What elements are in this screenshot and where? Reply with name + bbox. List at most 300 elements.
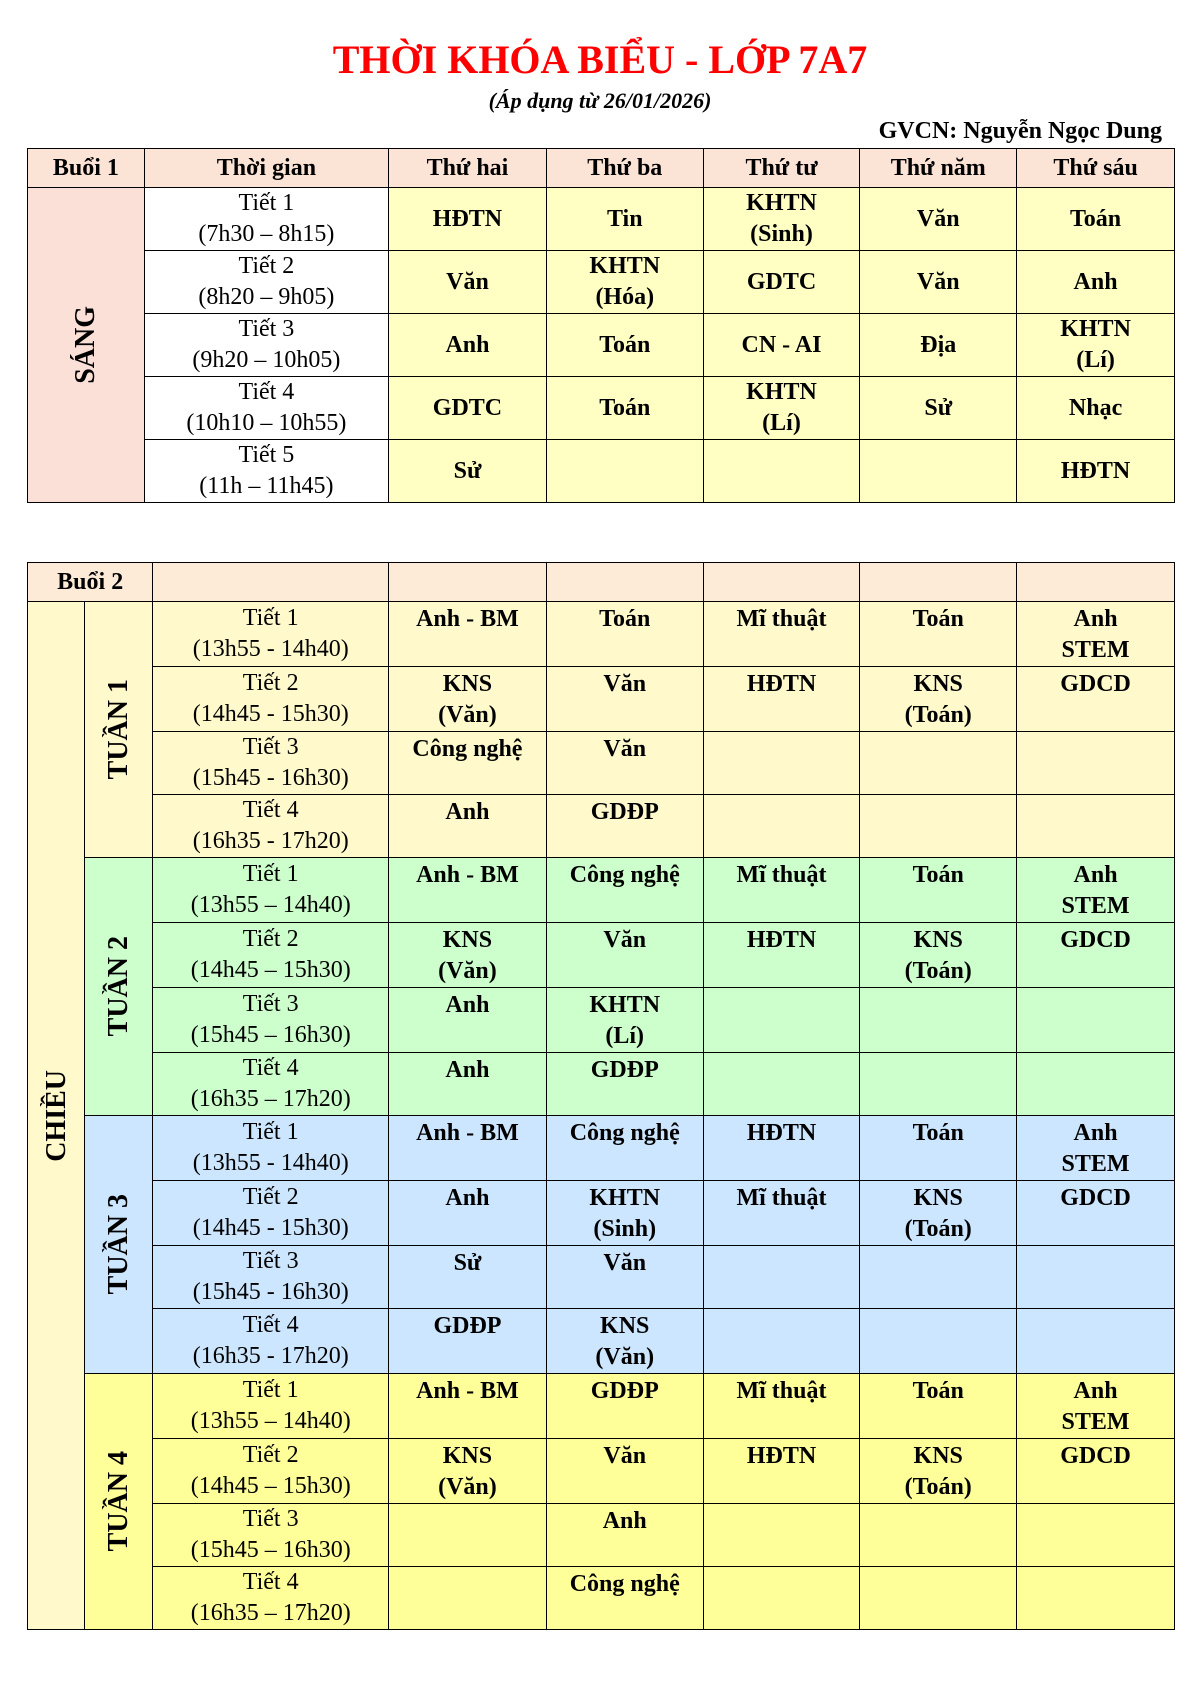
page-title: THỜI KHÓA BIỂU - LỚP 7A7 xyxy=(332,37,868,82)
period-time: (8h20 – 9h05) xyxy=(198,284,335,310)
empty-header-cell xyxy=(153,563,389,602)
empty-header-cell xyxy=(1017,563,1175,602)
session-header: Buổi 2 xyxy=(28,563,153,602)
subject-line: KHTN xyxy=(1060,316,1131,342)
subject-line: Tin xyxy=(606,205,643,232)
subject-line: HĐTN xyxy=(746,1443,817,1469)
subject-line: KHTN xyxy=(589,1185,661,1211)
session-label-chieu: CHIỀU xyxy=(40,1069,72,1162)
afternoon-header-row xyxy=(28,563,1175,602)
period-cell xyxy=(153,602,389,667)
period-label: Tiết 2 xyxy=(238,253,295,279)
table-row xyxy=(28,1181,1175,1246)
subject-cell xyxy=(703,1053,860,1116)
subject-line: Sử xyxy=(453,1250,482,1276)
subject-cell xyxy=(389,667,547,732)
subject-cell xyxy=(860,988,1017,1053)
period-cell xyxy=(153,1439,389,1504)
table-row xyxy=(28,1504,1175,1567)
week-label: TUẦN 4 xyxy=(103,1451,135,1552)
table-row xyxy=(28,732,1175,795)
subject-line: GDĐP xyxy=(590,1057,659,1083)
period-time: (16h35 – 17h20) xyxy=(190,1600,351,1626)
subject-cell xyxy=(389,732,547,795)
subject-line: GDĐP xyxy=(433,1313,502,1339)
period-label: Tiết 2 xyxy=(242,670,299,696)
subject-line: Văn xyxy=(603,927,647,953)
subject-line: (Hóa) xyxy=(595,284,655,310)
subject-cell xyxy=(546,1309,703,1374)
subject-cell xyxy=(860,1567,1017,1630)
subject-cell xyxy=(1017,1309,1175,1374)
subject-cell xyxy=(703,858,860,923)
subject-cell xyxy=(860,923,1017,988)
subject-line: Công nghệ xyxy=(412,736,523,762)
week-label-wrap xyxy=(85,1194,152,1294)
period-cell xyxy=(144,251,388,314)
subject-line: HĐTN xyxy=(746,927,817,953)
subject-cell xyxy=(1017,1053,1175,1116)
empty-header-cell xyxy=(860,563,1017,602)
subject-line: KNS xyxy=(913,1443,963,1469)
subject-cell xyxy=(546,1053,703,1116)
subject-cell xyxy=(389,988,547,1053)
table-row xyxy=(28,1053,1175,1116)
period-label: Tiết 2 xyxy=(242,926,299,952)
subject-cell xyxy=(860,440,1017,503)
subject-line: (Lí) xyxy=(762,410,801,436)
subject-line: GDCD xyxy=(1060,1443,1131,1469)
subject-line: (Lí) xyxy=(1076,347,1115,373)
subject-line: GDCD xyxy=(1060,927,1131,953)
subject-cell xyxy=(546,988,703,1053)
subject-cell xyxy=(703,377,860,440)
table-row xyxy=(28,602,1175,667)
subject-line: GDTC xyxy=(746,268,817,295)
period-label: Tiết 4 xyxy=(242,1312,299,1338)
period-cell xyxy=(144,188,388,251)
subject-line: HĐTN xyxy=(746,1120,817,1146)
table-row xyxy=(28,1116,1175,1181)
subject-cell xyxy=(1017,188,1175,251)
day-header: Thứ năm xyxy=(860,149,1017,188)
period-label: Tiết 1 xyxy=(242,605,299,631)
subject-cell xyxy=(389,1309,547,1374)
subject-line: Nhạc xyxy=(1068,394,1123,421)
subject-cell xyxy=(1017,602,1175,667)
period-time: (14h45 - 15h30) xyxy=(192,1215,349,1241)
page-subtitle: (Áp dụng từ 26/01/2026) xyxy=(488,88,712,113)
period-time: (13h55 – 14h40) xyxy=(190,1408,351,1434)
period-cell xyxy=(144,314,388,377)
subject-cell xyxy=(860,1246,1017,1309)
subject-line: Anh xyxy=(602,1508,647,1534)
period-label: Tiết 2 xyxy=(242,1442,299,1468)
subject-cell xyxy=(1017,732,1175,795)
period-time: (10h10 – 10h55) xyxy=(186,410,347,436)
day-header: Thứ ba xyxy=(546,149,703,188)
week-label: TUẦN 2 xyxy=(103,936,135,1037)
subject-cell xyxy=(546,923,703,988)
subject-line: Sử xyxy=(924,394,953,421)
subject-cell xyxy=(1017,795,1175,858)
period-cell xyxy=(153,1504,389,1567)
subject-cell xyxy=(1017,440,1175,503)
subject-cell xyxy=(389,188,547,251)
session-cell-chieu xyxy=(28,602,85,1630)
subject-cell xyxy=(1017,1374,1175,1439)
period-time: (9h20 – 10h05) xyxy=(192,347,341,373)
subject-line: KNS xyxy=(442,1443,493,1469)
period-time: (7h30 – 8h15) xyxy=(198,221,335,247)
subject-line: Anh xyxy=(445,1057,490,1083)
subject-line: KHTN xyxy=(746,190,817,216)
subject-line: Toán xyxy=(599,331,651,358)
week-label: TUẦN 3 xyxy=(103,1194,135,1295)
table-row xyxy=(28,795,1175,858)
subject-line: Anh - BM xyxy=(416,1378,519,1404)
subject-line: Sử xyxy=(453,457,482,484)
subject-cell xyxy=(703,1504,860,1567)
subject-cell xyxy=(1017,1567,1175,1630)
subject-cell xyxy=(1017,667,1175,732)
subject-cell xyxy=(860,667,1017,732)
day-header: Thứ sáu xyxy=(1017,149,1175,188)
table-row xyxy=(28,988,1175,1053)
subject-cell xyxy=(546,188,703,251)
subject-cell xyxy=(703,795,860,858)
subject-line: Anh xyxy=(445,1185,490,1211)
period-cell xyxy=(153,1053,389,1116)
week-cell xyxy=(85,1116,153,1374)
table-row xyxy=(28,1309,1175,1374)
subject-cell xyxy=(703,188,860,251)
period-cell xyxy=(153,1246,389,1309)
subject-line: KHTN xyxy=(589,253,661,279)
table-row xyxy=(28,1439,1175,1504)
subject-line: KNS xyxy=(913,927,963,953)
period-cell xyxy=(153,1567,389,1630)
table-row xyxy=(28,1374,1175,1439)
subject-cell xyxy=(860,732,1017,795)
subject-cell xyxy=(860,795,1017,858)
period-time: (13h55 - 14h40) xyxy=(192,1150,349,1176)
week-cell xyxy=(85,858,153,1116)
subject-line: HĐTN xyxy=(1060,457,1131,484)
subject-cell xyxy=(703,314,860,377)
subject-cell xyxy=(546,314,703,377)
subject-line: (Toán) xyxy=(904,702,972,728)
period-cell xyxy=(153,667,389,732)
period-cell xyxy=(153,1181,389,1246)
period-label: Tiết 3 xyxy=(242,734,299,760)
morning-timetable xyxy=(27,148,1175,503)
period-time: (15h45 - 16h30) xyxy=(192,1279,349,1305)
subject-line: Anh xyxy=(1073,268,1118,295)
subject-line: GDCD xyxy=(1060,671,1131,697)
subject-cell xyxy=(703,251,860,314)
period-cell xyxy=(153,988,389,1053)
subject-cell xyxy=(703,1567,860,1630)
week-label-wrap xyxy=(85,679,152,779)
subject-line: Mĩ thuật xyxy=(736,1185,827,1211)
subject-cell xyxy=(703,1439,860,1504)
day-header: Thứ hai xyxy=(389,149,547,188)
subject-cell xyxy=(860,377,1017,440)
subject-line: KNS xyxy=(600,1313,650,1339)
table-row xyxy=(28,923,1175,988)
period-cell xyxy=(153,1309,389,1374)
period-label: Tiết 3 xyxy=(242,991,299,1017)
period-time: (15h45 - 16h30) xyxy=(192,765,349,791)
week-label: TUẦN 1 xyxy=(103,679,135,780)
subject-cell xyxy=(703,1181,860,1246)
period-time: (13h55 - 14h40) xyxy=(192,636,349,662)
period-cell xyxy=(144,377,388,440)
period-cell xyxy=(153,1374,389,1439)
subject-line: Anh xyxy=(1073,606,1118,632)
subject-cell xyxy=(389,923,547,988)
subject-cell xyxy=(546,1246,703,1309)
empty-header-cell xyxy=(703,563,860,602)
subject-line: Công nghệ xyxy=(569,1120,680,1146)
subject-cell xyxy=(546,602,703,667)
subject-line: GDĐP xyxy=(590,799,659,825)
subject-line: Anh xyxy=(1073,862,1118,888)
subject-cell xyxy=(860,1181,1017,1246)
subject-line: GDĐP xyxy=(590,1378,659,1404)
table-row xyxy=(28,858,1175,923)
subject-cell xyxy=(546,1374,703,1439)
subject-line: Văn xyxy=(603,736,647,762)
subject-cell xyxy=(546,667,703,732)
subject-cell xyxy=(1017,1246,1175,1309)
subject-cell xyxy=(860,314,1017,377)
subject-cell xyxy=(389,377,547,440)
subject-cell xyxy=(546,1116,703,1181)
subject-line: Anh xyxy=(445,799,490,825)
period-time: (15h45 – 16h30) xyxy=(190,1537,351,1563)
subject-cell xyxy=(860,1053,1017,1116)
table-row xyxy=(28,314,1175,377)
table-row xyxy=(28,1246,1175,1309)
subject-cell xyxy=(703,440,860,503)
period-label: Tiết 2 xyxy=(242,1184,299,1210)
period-time: (14h45 - 15h30) xyxy=(192,701,349,727)
subject-cell xyxy=(389,1439,547,1504)
period-label: Tiết 5 xyxy=(238,442,295,468)
period-label: Tiết 3 xyxy=(242,1506,299,1532)
subject-line: Anh xyxy=(1073,1378,1118,1404)
subject-line: Anh xyxy=(445,992,490,1018)
subject-line: GDTC xyxy=(432,394,503,421)
subject-cell xyxy=(546,858,703,923)
subject-cell xyxy=(389,314,547,377)
subject-line: (Văn) xyxy=(438,702,497,728)
subject-line: Toán xyxy=(1069,205,1122,232)
subject-cell xyxy=(389,251,547,314)
subject-line: HĐTN xyxy=(746,671,817,697)
subject-line: Văn xyxy=(916,205,960,232)
time-header: Thời gian xyxy=(144,149,388,188)
subject-line: Toán xyxy=(912,1120,964,1146)
period-label: Tiết 4 xyxy=(242,1055,299,1081)
subject-line: KNS xyxy=(913,1185,963,1211)
session-cell-sang xyxy=(28,188,145,503)
subject-cell xyxy=(546,1567,703,1630)
subject-line: (Toán) xyxy=(904,1474,972,1500)
subject-cell xyxy=(1017,1181,1175,1246)
subject-cell xyxy=(860,1504,1017,1567)
subject-cell xyxy=(546,732,703,795)
subject-cell xyxy=(860,251,1017,314)
period-label: Tiết 4 xyxy=(238,379,295,405)
period-time: (14h45 – 15h30) xyxy=(190,957,351,983)
subject-line: (Toán) xyxy=(904,1216,972,1242)
subject-cell xyxy=(860,1116,1017,1181)
subject-cell xyxy=(1017,988,1175,1053)
subject-line: Anh - BM xyxy=(416,1120,519,1146)
subject-line: KHTN xyxy=(589,992,661,1018)
subject-line: STEM xyxy=(1061,637,1130,663)
subject-line: Công nghệ xyxy=(569,862,680,888)
subject-cell xyxy=(1017,858,1175,923)
subject-cell xyxy=(389,795,547,858)
subject-cell xyxy=(703,667,860,732)
day-header: Thứ tư xyxy=(703,149,860,188)
period-time: (14h45 – 15h30) xyxy=(190,1473,351,1499)
period-label: Tiết 1 xyxy=(238,190,295,216)
subject-line: STEM xyxy=(1061,893,1130,919)
subject-line: Công nghệ xyxy=(569,1571,680,1597)
week-label-wrap xyxy=(85,936,152,1036)
subject-line: (Toán) xyxy=(904,958,972,984)
morning-header-row xyxy=(28,149,1175,188)
subject-line: KNS xyxy=(442,671,493,697)
period-label: Tiết 1 xyxy=(242,1119,299,1145)
subject-line: (Văn) xyxy=(438,1474,497,1500)
subject-line: Anh xyxy=(1073,1120,1118,1146)
subject-cell xyxy=(860,602,1017,667)
period-label: Tiết 4 xyxy=(242,1569,299,1595)
subject-cell xyxy=(546,1439,703,1504)
subject-cell xyxy=(1017,1439,1175,1504)
subject-line: KNS xyxy=(913,671,963,697)
subject-cell xyxy=(546,251,703,314)
subject-line: Địa xyxy=(920,331,957,358)
subject-line: Toán xyxy=(599,606,651,632)
subject-line: Anh - BM xyxy=(416,862,519,888)
subject-line: STEM xyxy=(1061,1151,1130,1177)
period-label: Tiết 4 xyxy=(242,797,299,823)
period-cell xyxy=(144,440,388,503)
subject-cell xyxy=(1017,377,1175,440)
subject-cell xyxy=(703,732,860,795)
subject-cell xyxy=(1017,923,1175,988)
subject-line: Anh xyxy=(445,331,490,358)
subject-cell xyxy=(1017,251,1175,314)
period-cell xyxy=(153,923,389,988)
period-cell xyxy=(153,858,389,923)
subject-line: Văn xyxy=(446,268,489,295)
table-row xyxy=(28,1567,1175,1630)
subject-line: KHTN xyxy=(746,379,817,405)
subject-line: (Văn) xyxy=(438,958,497,984)
subject-cell xyxy=(389,1053,547,1116)
period-label: Tiết 1 xyxy=(242,1377,299,1403)
subject-line: Văn xyxy=(916,268,960,295)
subject-line: Mĩ thuật xyxy=(736,1378,827,1404)
subject-line: (Lí) xyxy=(605,1023,645,1049)
period-label: Tiết 3 xyxy=(242,1248,299,1274)
subject-cell xyxy=(860,858,1017,923)
period-time: (11h – 11h45) xyxy=(199,473,334,499)
subject-cell xyxy=(389,440,547,503)
table-row xyxy=(28,667,1175,732)
subject-cell xyxy=(546,1181,703,1246)
subject-line: Mĩ thuật xyxy=(736,862,827,888)
subject-line: CN - AI xyxy=(741,331,822,358)
subject-cell xyxy=(546,1504,703,1567)
subject-cell xyxy=(389,1181,547,1246)
session-label-sang: SÁNG xyxy=(70,306,102,384)
subject-cell xyxy=(703,1246,860,1309)
empty-header-cell xyxy=(546,563,703,602)
period-time: (16h35 - 17h20) xyxy=(192,828,349,854)
subject-cell xyxy=(389,602,547,667)
subject-cell xyxy=(389,858,547,923)
subject-line: Toán xyxy=(912,862,964,888)
subject-line: Văn xyxy=(603,1443,647,1469)
subject-cell xyxy=(703,923,860,988)
subject-line: Văn xyxy=(603,1250,647,1276)
week-cell xyxy=(85,1374,153,1630)
subject-cell xyxy=(546,377,703,440)
period-time: (13h55 – 14h40) xyxy=(190,892,351,918)
subject-cell xyxy=(546,795,703,858)
subject-cell xyxy=(703,602,860,667)
period-time: (15h45 – 16h30) xyxy=(190,1022,351,1048)
empty-header-cell xyxy=(389,563,547,602)
subject-cell xyxy=(703,988,860,1053)
period-label: Tiết 1 xyxy=(242,861,299,887)
subject-line: Toán xyxy=(912,606,964,632)
subject-line: HĐTN xyxy=(432,205,503,232)
subject-cell xyxy=(860,188,1017,251)
subject-cell xyxy=(1017,1116,1175,1181)
subject-cell xyxy=(546,440,703,503)
table-row xyxy=(28,251,1175,314)
subject-line: (Sinh) xyxy=(593,1216,657,1242)
subject-line: GDCD xyxy=(1060,1185,1131,1211)
week-label-wrap xyxy=(85,1451,152,1551)
subject-cell xyxy=(1017,314,1175,377)
subject-line: Toán xyxy=(912,1378,964,1404)
table-row xyxy=(28,440,1175,503)
table-row xyxy=(28,188,1175,251)
week-cell xyxy=(85,602,153,858)
subject-cell xyxy=(389,1116,547,1181)
period-cell xyxy=(153,795,389,858)
subject-line: (Sinh) xyxy=(750,221,813,247)
subject-cell xyxy=(703,1116,860,1181)
subject-line: Mĩ thuật xyxy=(736,606,827,632)
subject-line: STEM xyxy=(1061,1409,1130,1435)
subject-cell xyxy=(703,1374,860,1439)
subject-cell xyxy=(860,1309,1017,1374)
period-time: (16h35 – 17h20) xyxy=(190,1086,351,1112)
subject-cell xyxy=(860,1439,1017,1504)
